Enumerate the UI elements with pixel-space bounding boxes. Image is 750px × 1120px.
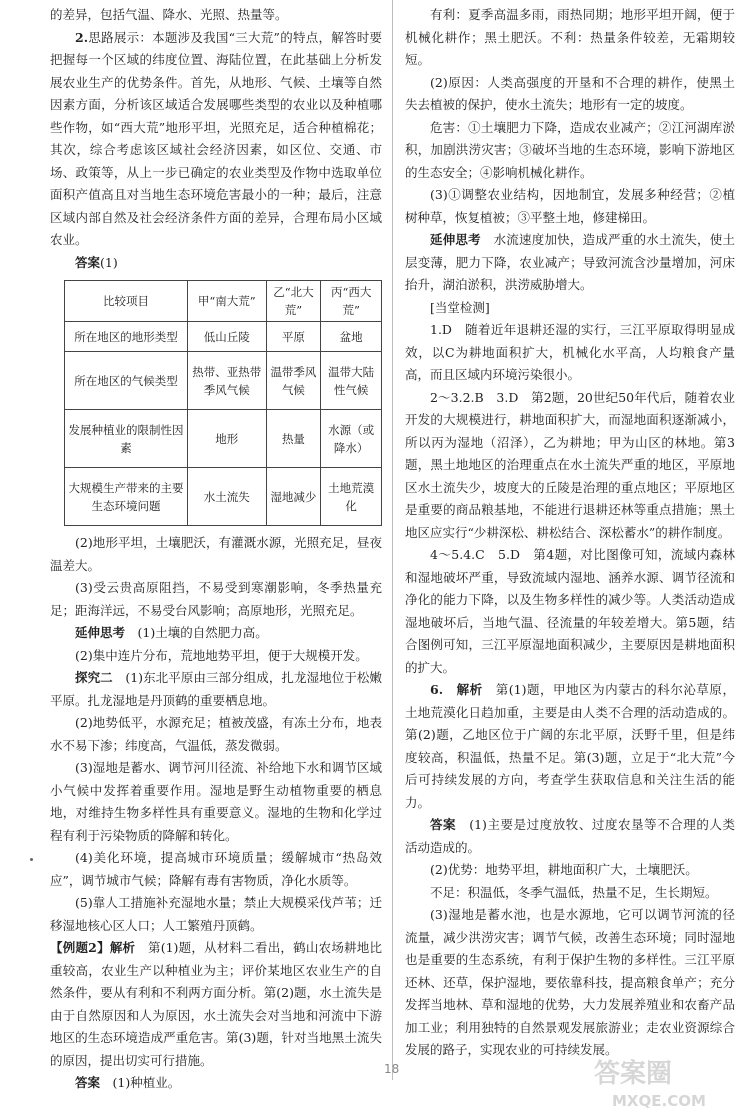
answer-line <box>50 1072 382 1095</box>
margin-dot <box>30 858 33 861</box>
paragraph: 有利：夏季高温多雨，雨热同期；地形平坦开阔，便于机械化耕作；黑土肥沃。不利：热量条件较差，无霜期较短。 <box>405 7 735 67</box>
page-number: 18 <box>384 1062 400 1076</box>
extension-line <box>405 229 735 297</box>
paragraph: (2)地形平坦，土壤肥沃，有灌溉水源，光照充足，昼夜温差大。 <box>50 535 382 573</box>
table-header: 丙“西大荒” <box>321 281 382 322</box>
table-cell: 平原 <box>266 322 321 352</box>
text: (1)种植业。 <box>112 1075 181 1090</box>
table-cell: 盆地 <box>321 322 382 352</box>
extension-line <box>50 622 382 645</box>
question-line <box>405 679 735 814</box>
analysis-label: 解析 <box>109 940 136 955</box>
text: (1)土壤的自然肥力高。 <box>137 625 268 640</box>
paragraph: (3)①调整农业结构，因地制宜，发展多种经营；②植树种草，恢复植被；③平整土地，修建梯田。 <box>405 187 735 225</box>
extension-label: 延伸思考 <box>75 625 126 640</box>
paragraph: 4～5.4.C 5.D 第4题，对比图像可知，流域内森林和湿地破坏严重，导致流域内湿地、涵养水源、调节径流和净化的能力下降，以及生物多样性的减少等。人类活动造成湿地破坏后，当地气温、径流量的年较差增大。第5题，结合图例可知，三江平原湿地面积减少，主要原因是耕地面积的扩大。 <box>405 547 735 675</box>
paragraph: (5)靠人工措施补充湿地水量；禁止大规模采伐芦苇；迁移湿地核心区人口；人工繁殖丹顶鹤。 <box>50 895 382 933</box>
text: (1) <box>100 254 118 270</box>
left-column <box>50 0 382 1095</box>
item-number: 6. <box>430 682 444 697</box>
paragraph: (3)受云贵高原阻挡，不易受到寒潮影响，冬季热量充足；距海洋远，不易受台风影响；高原地形，光照充足。 <box>50 580 382 618</box>
example-label: 【例题2】 <box>50 940 110 955</box>
text: (1)主要是过度放牧、过度农垦等不合理的人类活动造成的。 <box>405 817 735 855</box>
table-cell: 水土流失 <box>188 468 267 526</box>
table-cell: 大规模生产带来的主要生态环境问题 <box>65 468 188 526</box>
watermark-logo <box>590 1052 740 1112</box>
paragraph: 1.D 随着近年退耕还湿的实行，三江平原取得明显成效，以C为耕地面积扩大，机械化水平高，人均粮食产量高，而且区域内环境污染很小。 <box>405 322 735 382</box>
example-line <box>50 937 382 1072</box>
text: (1)东北平原由三部分组成，扎龙湿地位于松嫩平原。扎龙湿地是丹顶鹤的重要栖息地。 <box>50 670 382 708</box>
paragraph: 的差异，包括气温、降水、光照、热量等。 <box>50 7 288 22</box>
table-row <box>65 468 382 526</box>
answer-label: 答案 <box>75 254 101 270</box>
table-cell: 地形 <box>188 410 267 468</box>
table-cell: 水源（或降水） <box>321 410 382 468</box>
table-header: 乙“北大荒” <box>266 281 321 322</box>
text: 第(1)题，从材料二看出，鹤山农场耕地比重较高，农业生产以种植业为主；评价某地区农业生产的自然条件，要从有利和不利两方面分析。第(2)题，水土流失是由于自然原因和人为原因，水土流失会对当地和河流中下游地区的生态环境造成严重危害。第(3)题，针对当地黑土流失的原因，提出切实可行措施。 <box>50 940 382 1068</box>
watermark-line2: MXQE.COM <box>612 1092 706 1110</box>
text: 思路展示：本题涉及我国“三大荒”的特点，解答时要把握每一个区域的纬度位置、海陆位置，在此基础上分析发展农业生产的优势条件。首先，从地形、气候、土壤等自然因素方面，分析该区域适合发展哪些类型的农业以及种植哪些作物，如“西大荒”地形平坦，光照充足，适合种植棉花；其次，综合考虑该区域社会经济因素，如区位、交通、市场、政策等，从上一步已确定的农业类型及作物中选取单位面积产值高且对当地生态环境危害最小的一种；最后，注意区域内部自然及社会经济条件方面的差异，合理布局小区域农业。 <box>50 29 382 247</box>
inquiry-line <box>50 667 382 712</box>
paragraph: (2)地势低平，水源充足；植被茂盛，有冻土分布，地表水不易下渗；纬度高，气温低，蒸发微弱。 <box>50 715 382 753</box>
table-cell: 发展种植业的限制性因素 <box>65 410 188 468</box>
comparison-table <box>64 280 382 526</box>
table-cell: 温带大陆性气候 <box>321 352 382 410</box>
answer-line <box>50 252 382 275</box>
table-cell: 热带、亚热带季风气候 <box>188 352 267 410</box>
right-column <box>405 0 735 1062</box>
table-header: 甲“南大荒” <box>188 281 267 322</box>
paragraph: (2)集中连片分布，荒地地势平坦，便于大规模开发。 <box>75 647 368 663</box>
paragraph: 不足：积温低，冬季气温低，热量不足，生长期短。 <box>430 884 718 900</box>
table-cell: 低山丘陵 <box>188 322 267 352</box>
analysis-label: 解析 <box>456 682 483 697</box>
table-cell: 所在地区的地形类型 <box>65 322 188 352</box>
answer-line <box>405 814 735 859</box>
table-cell: 土地荒漠化 <box>321 468 382 526</box>
column-divider <box>392 0 393 1080</box>
paragraph: (4)美化环境，提高城市环境质量；缓解城市“热岛效应”，调节城市气候；降解有毒有害物质，净化水质等。 <box>50 850 382 888</box>
paragraph: (2)原因：人类高强度的开垦和不合理的耕作，使黑土失去植被的保护，使水土流失；地形有一定的坡度。 <box>405 74 735 112</box>
item-number: 2. <box>75 29 89 45</box>
answer-label: 答案 <box>430 817 457 832</box>
paragraph: 危害：①土壤肥力下降，造成农业减产；②江河湖库淤积，加剧洪涝灾害；③破坏当地的生态环境，影响下游地区的生态安全；④影响机械化耕作。 <box>405 119 735 180</box>
section-heading: [当堂检测] <box>430 299 490 315</box>
table-cell: 温带季风气候 <box>266 352 321 410</box>
paragraph: 2～3.2.B 3.D 第2题，20世纪50年代后，随着农业开发的大规模进行，耕地面积扩大，而湿地面积逐渐减小，所以丙为湿地（沼泽），乙为耕地；甲为山区的林地。第3题，黑土地地区的治理重点在水土流失严重的地区，平原地区水土流失少，坡度大的丘陵是治理的重点地区；平原地区是重要的商品粮基地，不能进行退耕还林等重点措施；黑土地区应实行“少耕深松、耕松结合、深松蓄水”的耕作制度。 <box>405 389 735 540</box>
table-cell: 湿地减少 <box>266 468 321 526</box>
text: 第(1)题，甲地区为内蒙古的科尔沁草原，土地荒漠化日趋加重，主要是由人类不合理的活动造成的。第(2)题，乙地区位于广阔的东北平原，沃野千里，但是纬度较高，积温低，热量不足。第(3)题，立足于“北大荒”今后可持续发展的方向，考查学生获取信息和关注生活的能力。 <box>405 682 735 810</box>
table-row <box>65 322 382 352</box>
paragraph: (3)湿地是蓄水、调节河川径流、补给地下水和调节区域小气候中发挥着重要作用。湿地是野生动植物重要的栖息地，对维持生物多样性具有重要意义。湿地的生物和化学过程有利于污染物质的降解和转化。 <box>50 760 382 843</box>
paragraph: (2)优势：地势平坦，耕地面积广大，土壤肥沃。 <box>430 862 698 877</box>
table-cell: 所在地区的气候类型 <box>65 352 188 410</box>
watermark-line1: 答案圈 <box>594 1059 673 1089</box>
table-row <box>65 352 382 410</box>
paragraph <box>50 27 382 252</box>
table-cell: 热量 <box>266 410 321 468</box>
table-header: 比较项目 <box>65 281 188 322</box>
paragraph: (3)湿地是蓄水池，也是水源地，它可以调节河流的径流量，减少洪涝灾害；调节气候，改善生态环境；同时湿地也是重要的生态系统，有利于保护生物的多样性。三江平原还林、还草，保护湿地，要依靠科技，提高粮食单产；充分发挥当地林、草和湿地的优势，大力发展养殖业和农畜产品加工业；利用独特的自然景观发展旅游业；走农业资源综合发展的路子，实现农业的可持续发展。 <box>405 907 735 1057</box>
table-row <box>65 410 382 468</box>
inquiry-label: 探究二 <box>75 670 113 685</box>
text: 水流速度加快，造成严重的水土流失，使土层变薄，肥力下降，农业减产；导致河流含沙量增加，河床抬升，湖泊淤积，洪涝威胁增大。 <box>405 232 735 292</box>
answer-label: 答案 <box>75 1075 101 1090</box>
extension-label: 延伸思考 <box>430 232 481 247</box>
